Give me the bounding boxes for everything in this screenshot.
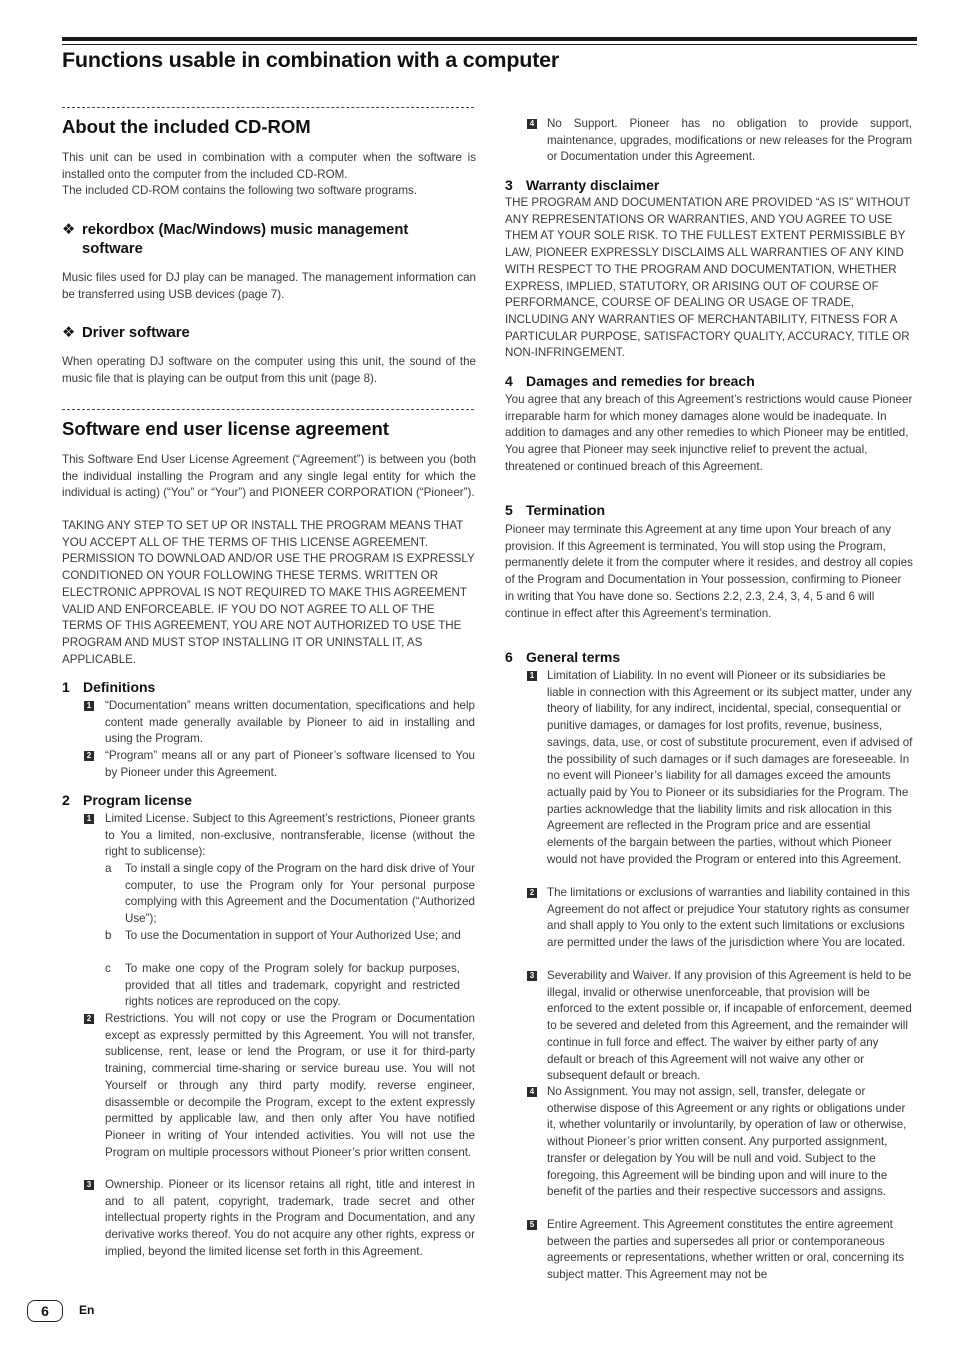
driver-text: When operating DJ software on the computer using this unit, the sound of the music file that is playing can be output from this unit (page 8). xyxy=(62,355,476,385)
section-divider xyxy=(62,409,474,410)
item-number-badge: 3 xyxy=(84,1180,94,1190)
s1-item1: “Documentation” means written documentation, specifications and help content made generally available by Pioneer to aid in installing and using the Program. xyxy=(105,699,475,746)
sub-letter: c xyxy=(105,962,111,975)
s3-heading xyxy=(505,177,659,193)
item-number-badge: 4 xyxy=(527,119,537,129)
s4-title: Damages and remedies for breach xyxy=(526,373,755,389)
s4-heading xyxy=(505,373,755,389)
diamond-bullet-icon: ❖ xyxy=(62,222,76,238)
item-number-badge: 2 xyxy=(527,888,537,898)
s2-heading xyxy=(62,792,192,808)
sub-letter: b xyxy=(105,929,112,942)
item-number-badge: 1 xyxy=(84,814,94,824)
s2-item2: Restrictions. You will not copy or use the Program or Documentation except as expressly permitted by this Agreement. You will not transfer, sublicense, rent, lease or lend the Program, or use it for third-party training, commercial time-sharing or service bureau use. You will not Yourself or through any third party modify, reverse engineer, disassemble or decompile the Program, except to the extent expressly permitted by applicable law, and then only after You have notified Pioneer in writing of Your intended activities. You will not use the Program on multiple processors without Pioneer’s prior written consent. xyxy=(105,1012,475,1159)
driver-heading-text: Driver software xyxy=(82,325,190,341)
s1-num: 1 xyxy=(62,679,70,695)
s6-item3: Severability and Waiver. If any provision of this Agreement is held to be illegal, invalid or otherwise unenforceable, that provision will be enforced to the extent possible or, if incapable of enforcement, deemed to be severed and deleted from this Agreement, and the remainder will continue in full force and effect. The waiver by either party of any default or breach of this Agreement will not waive any other or subsequent default or breach. xyxy=(547,969,912,1083)
s6-item2: The limitations or exclusions of warranties and liability contained in this Agreement do not affect or prejudice Your statutory rights as consumer and shall apply to You only to the extent such limitations or exclusions are permitted under the laws of the jurisdiction where You are located. xyxy=(547,886,910,950)
item-number-badge: 3 xyxy=(527,971,537,981)
page-title: Functions usable in combination with a computer xyxy=(62,48,560,72)
cdrom-intro2: The included CD-ROM contains the following two software programs. xyxy=(62,184,418,197)
s1-item2: “Program” means all or any part of Pioneer’s software licensed to You by Pioneer under this Agreement. xyxy=(105,749,475,779)
s5-heading xyxy=(505,502,605,518)
cdrom-intro: This unit can be used in combination with a computer when the software is installed onto the computer from the included CD-ROM. xyxy=(62,151,476,181)
item-number-badge: 2 xyxy=(84,751,94,761)
s6-item5: Entire Agreement. This Agreement constitutes the entire agreement between the parties and supersedes all prior or contemporaneous agreements or representations, whether written or oral, concerning its subject matter. This Agreement may not be xyxy=(547,1218,905,1282)
rekordbox-heading-text: rekordbox (Mac/Windows) music management software xyxy=(82,222,409,257)
item-number-badge: 2 xyxy=(84,1014,94,1024)
page-number: 6 xyxy=(27,1300,63,1322)
s1-heading xyxy=(62,679,155,695)
eula-caps: TAKING ANY STEP TO SET UP OR INSTALL THE PROGRAM MEANS THAT YOU ACCEPT ALL OF THE TERMS OF THIS LICENSE AGREEMENT. PERMISSION TO DOWNLOAD AND/OR USE THE PROGRAM IS EXPRESSLY CONDITIONED ON YOUR FOLLOWING THESE TERMS. WRITTEN OR ELECTRONIC APPROVAL IS NOT REQUIRED TO MAKE THIS AGREEMENT VALID AND ENFORCEABLE. IF YOU DO NOT AGREE TO ALL OF THE TERMS OF THIS AGREEMENT, YOU ARE NOT AUTHORIZED TO USE THE PROGRAM AND MUST STOP INSTALLING IT OR UNINSTALL IT, AS APPLICABLE. xyxy=(62,519,475,666)
item-number-badge: 5 xyxy=(527,1220,537,1230)
s2-title: Program license xyxy=(83,792,192,808)
s2-sub-b: To use the Documentation in support of Your Authorized Use; and xyxy=(125,929,461,942)
s5-num: 5 xyxy=(505,502,513,518)
item-number-badge: 4 xyxy=(527,1087,537,1097)
s5-text: Pioneer may terminate this Agreement at any time upon Your breach of any provision. If this Agreement is terminated, You will stop using the Program, permanently delete it from the computer where it resides, and destroy all copies of the Program and Documentation in Your possession, confirming to Pioneer in writing that You have done so. Sections 2.2, 2.3, 2.4, 3, 4, 5 and 6 will continue in effect after this Agreement’s termination. xyxy=(505,523,913,620)
s2-item3: Ownership. Pioneer or its licensor retains all right, title and interest in and to all patent, copyright, trademark, trade secret and other intellectual property rights in the Program and Documentation, and any derivative works thereof. You do not acquire any other rights, express or implied, beyond the limited license set forth in this Agreement. xyxy=(105,1178,475,1258)
rekordbox-text: Music files used for DJ play can be managed. The management information can be transferred using USB devices (page 7). xyxy=(62,271,476,301)
s6-item1: Limitation of Liability. In no event will Pioneer or its subsidiaries be liable in connection with this Agreement or its subject matter, under any theory of liability, for any indirect, incidental, special, consequential or punitive damages, or damages for lost profits, revenue, business, savings, data, use, or cost of substitute procurement, even if advised of the possibility of such damages or if such damages are foreseeable. In no event will Pioneer’s liability for all damages exceed the amounts actually paid by You to Pioneer or its subsidiaries for the Program. The parties acknowledge that the liability limits and risk allocation in this Agreement are reflected in the Program price and are essential elements of the bargain between the parties, without which Pioneer would not have provided the Program or entered into this Agreement. xyxy=(547,669,913,866)
section-divider xyxy=(62,107,474,108)
s6-title: General terms xyxy=(526,649,621,665)
s2-num: 2 xyxy=(62,792,70,808)
cdrom-heading: About the included CD-ROM xyxy=(62,116,311,137)
eula-intro: This Software End User License Agreement (“Agreement”) is between you (both the individual installing the Program and any single legal entity for which the individual is acting) (“You” or “Your”) and PIONEER CORPORATION (“Pioneer”). xyxy=(62,453,476,500)
s2-sub-a: To install a single copy of the Program on the hard disk drive of Your computer, to use the Program only for Your personal purpose complying with this Agreement and the Documentation (“Authorized Use”); xyxy=(125,862,475,926)
s2-sub-c: To make one copy of the Program solely for backup purposes, provided that all titles and trademark, copyright and restricted rights notices are reproduced on the copy. xyxy=(125,962,460,1009)
s3-title: Warranty disclaimer xyxy=(526,177,660,193)
s3-num: 3 xyxy=(505,177,513,193)
s5-title: Termination xyxy=(526,502,606,518)
s4-text: You agree that any breach of this Agreement’s restrictions would cause Pioneer irreparable harm for which money damages alone would be inadequate. In addition to damages and any other remedies to which Pioneer may be entitled, You agree that Pioneer may seek injunctive relief to prevent the actual, threatened or continued breach of this Agreement. xyxy=(505,393,913,473)
item-number-badge: 1 xyxy=(527,671,537,681)
sub-letter: a xyxy=(105,862,112,875)
s6-item4: No Assignment. You may not assign, sell, transfer, delegate or otherwise dispose of this Agreement or any rights or obligations under it, whether voluntarily or involuntarily, by operation of law or otherwise, without Pioneer’s prior written consent. Any purported assignment, transfer or delegation by You will be null and void. Subject to the foregoing, this Agreement will be binding upon and will inure to the benefit of the parties and their respective successors and assigns. xyxy=(547,1085,907,1199)
s4-num: 4 xyxy=(505,373,513,389)
s2-item4: No Support. Pioneer has no obligation to provide support, maintenance, upgrades, modifications or new releases for the Program or Documentation under this Agreement. xyxy=(547,117,912,164)
s3-text: THE PROGRAM AND DOCUMENTATION ARE PROVIDED “AS IS” WITHOUT ANY REPRESENTATIONS OR WARRANTIES, AND YOU AGREE TO USE THEM AT YOUR SOLE RISK. TO THE FULLEST EXTENT PERMISSIBLE BY LAW, PIONEER EXPRESSLY DISCLAIMS ALL WARRANTIES OF ANY KIND WITH RESPECT TO THE PROGRAM AND DOCUMENTATION, WHETHER EXPRESS, IMPLIED, STATUTORY, OR ARISING OUT OF COURSE OF PERFORMANCE, COURSE OF DEALING OR USAGE OF TRADE, INCLUDING ANY WARRANTIES OF MERCHANTABILITY, FITNESS FOR A PARTICULAR PURPOSE, SATISFACTORY QUALITY, ACCURACY, TITLE OR NON-INFRINGEMENT. xyxy=(505,196,911,360)
s6-num: 6 xyxy=(505,649,513,665)
s1-title: Definitions xyxy=(83,679,156,695)
s2-item1: Limited License. Subject to this Agreement’s restrictions, Pioneer grants to You a limited, non-exclusive, nontransferable, license (without the right to sublicense): xyxy=(105,812,475,859)
s6-heading xyxy=(505,649,620,665)
eula-heading: Software end user license agreement xyxy=(62,418,389,439)
language-label: En xyxy=(79,1303,95,1317)
title-rule xyxy=(62,37,917,45)
item-number-badge: 1 xyxy=(84,701,94,711)
diamond-bullet-icon: ❖ xyxy=(62,325,76,341)
